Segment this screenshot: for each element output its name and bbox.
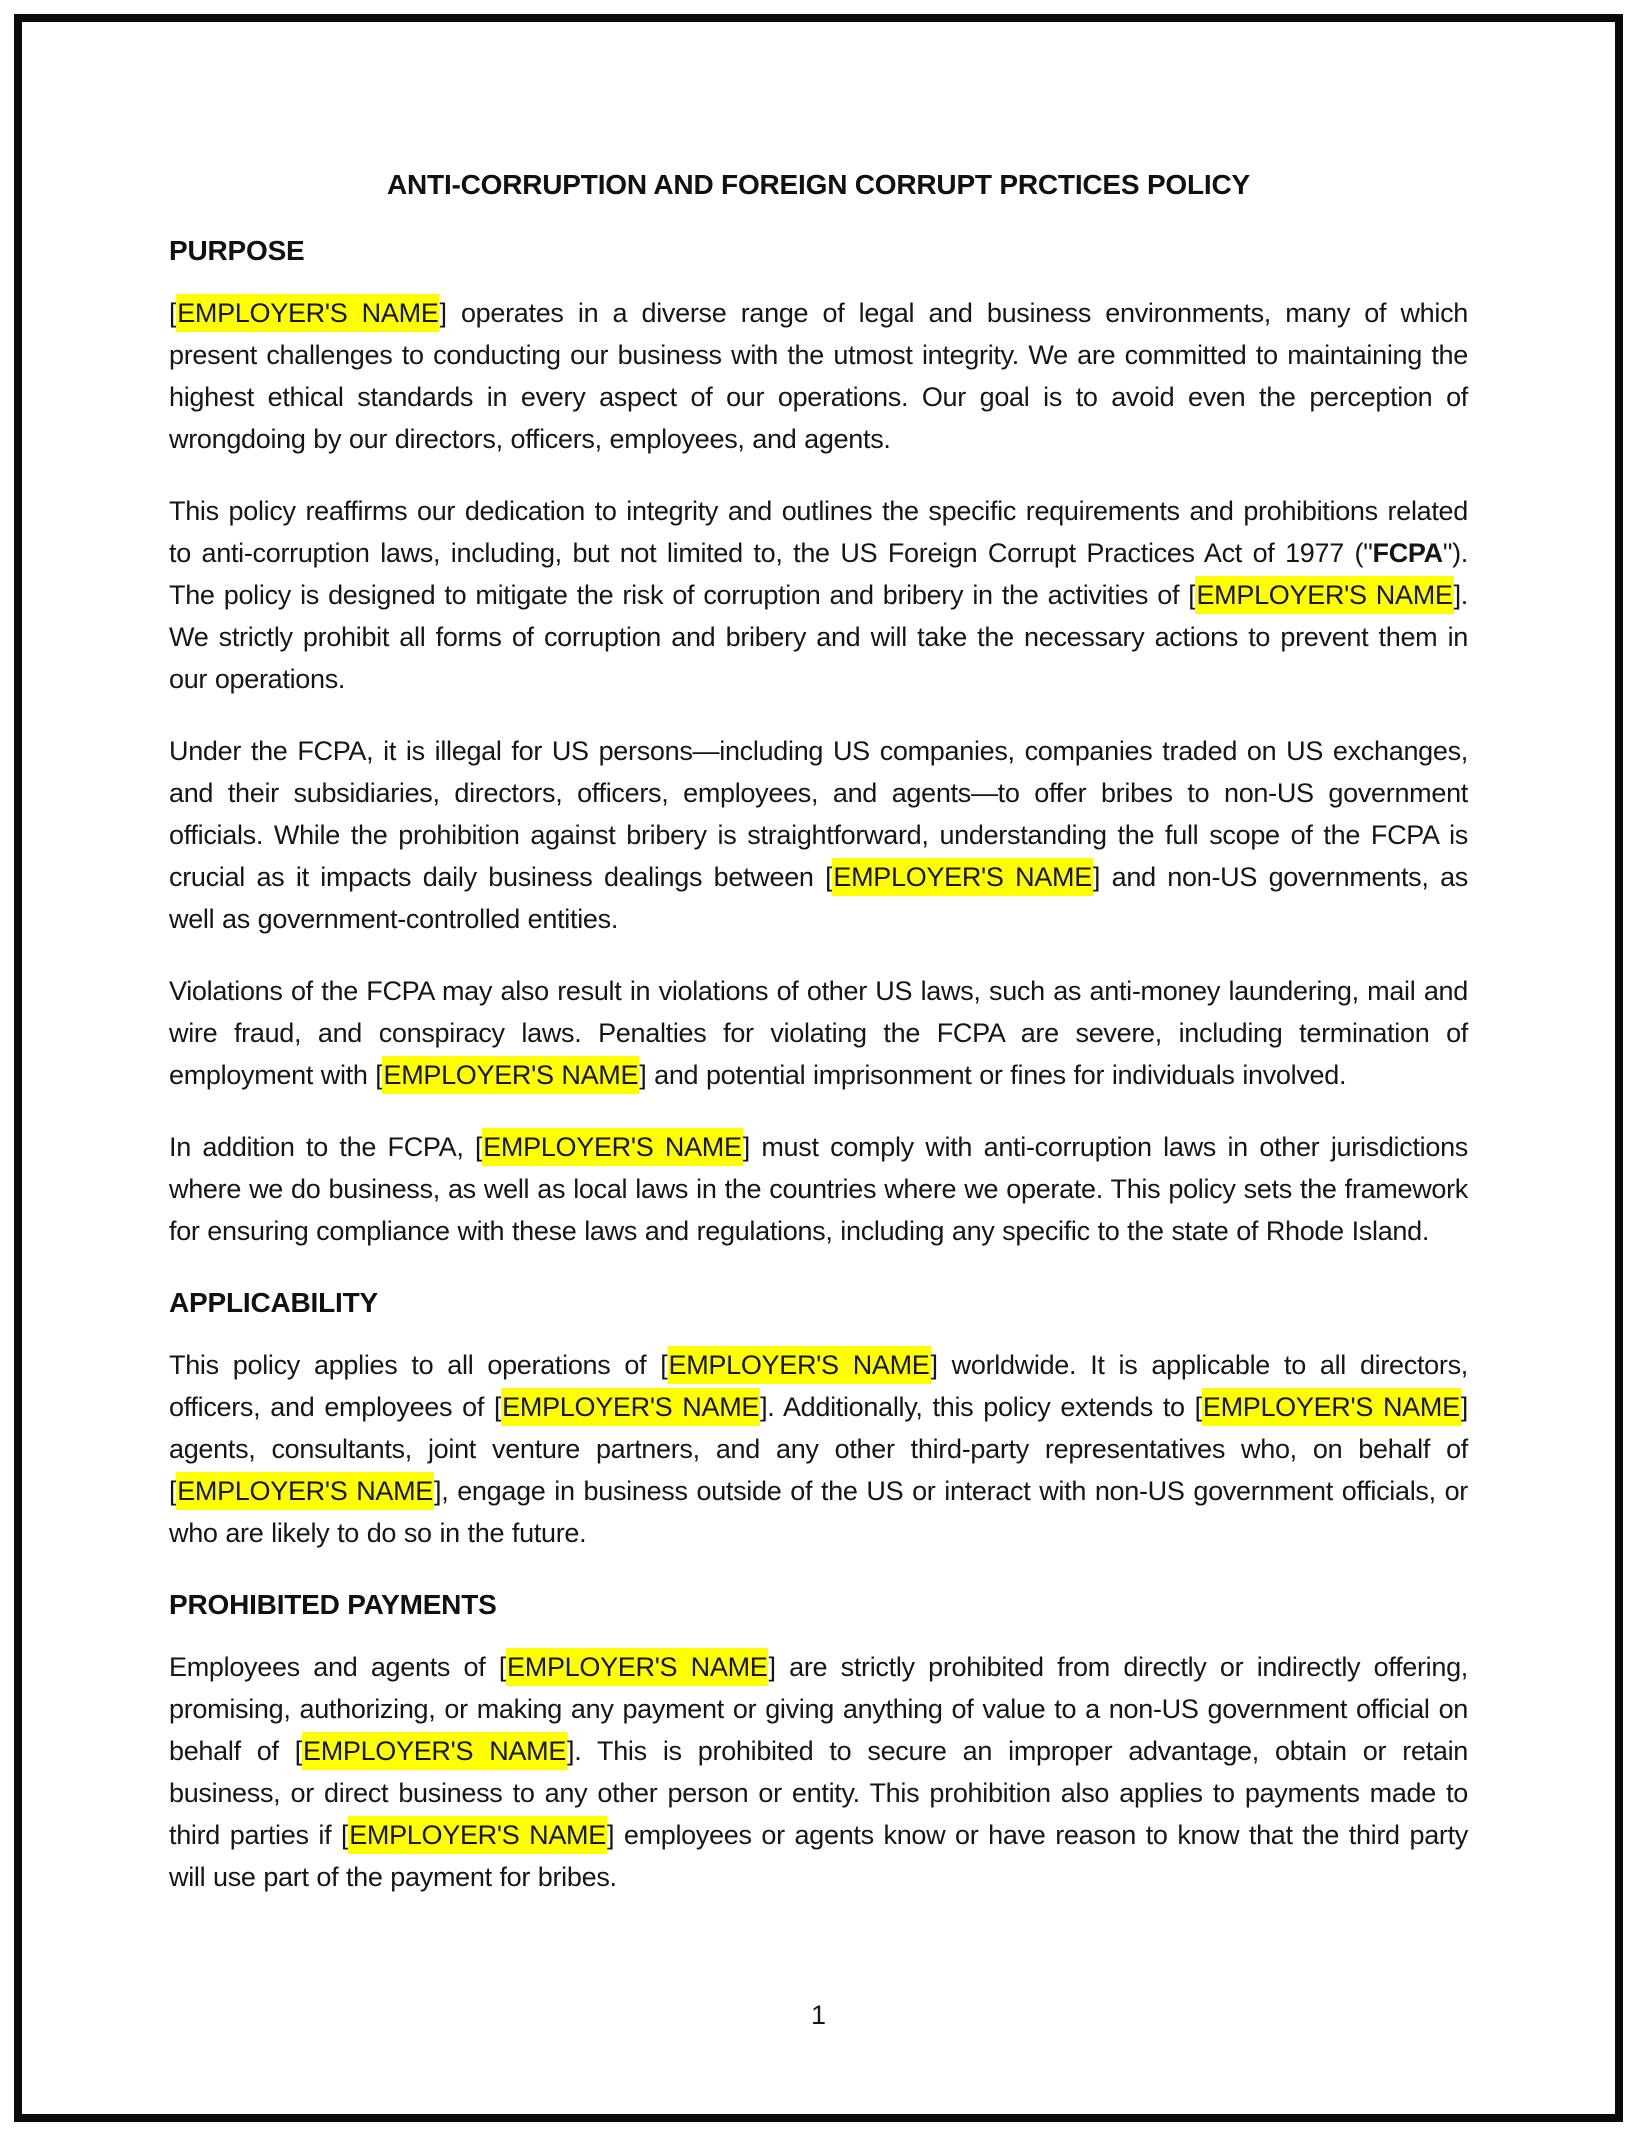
employer-name-highlight: EMPLOYER'S NAME bbox=[501, 1388, 760, 1426]
text-run: ] must comply with anti-corruption laws in other jurisdictions where we do business, as well as local laws in the countries where we operate. This policy sets the framework for ensuring compliance with these laws and regulations, including any specific to the state of Rhode Island. bbox=[169, 1132, 1468, 1246]
employer-name-highlight: EMPLOYER'S NAME bbox=[482, 1128, 742, 1166]
paragraph bbox=[169, 1344, 1468, 1554]
employer-name-highlight: EMPLOYER'S NAME bbox=[506, 1648, 768, 1686]
employer-name-highlight: EMPLOYER'S NAME bbox=[1195, 576, 1453, 614]
text-run: [ bbox=[169, 298, 177, 328]
paragraph bbox=[169, 490, 1468, 700]
text-run: Employees and agents of [ bbox=[169, 1652, 507, 1682]
paragraph bbox=[169, 292, 1468, 460]
text-run: ] and potential imprisonment or fines for individuals involved. bbox=[639, 1060, 1347, 1090]
text-run: ]. This is prohibited to secure an improper advantage, obtain or retain business, or direct business to any other person or entity. This prohibition also applies to payments made to third parties if [ bbox=[169, 1736, 1468, 1850]
employer-name-highlight: EMPLOYER'S NAME bbox=[382, 1056, 639, 1094]
employer-name-highlight: EMPLOYER'S NAME bbox=[832, 858, 1093, 896]
text-run: In addition to the FCPA, [ bbox=[169, 1132, 483, 1162]
text-run: Violations of the FCPA may also result in violations of other US laws, such as anti-money laundering, mail and wire fraud, and conspiracy laws. Penalties for violating the FCPA are severe, including termination of employment with [ bbox=[169, 976, 1468, 1090]
text-run: "). The policy is designed to mitigate the risk of corruption and bribery in the activities of [ bbox=[169, 538, 1468, 610]
paragraph bbox=[169, 970, 1468, 1096]
paragraph bbox=[169, 1646, 1468, 1898]
document-title: ANTI-CORRUPTION AND FOREIGN CORRUPT PRCTICES POLICY bbox=[387, 169, 1250, 200]
page-number: 1 bbox=[810, 2000, 827, 2030]
text-run: FCPA bbox=[1372, 538, 1443, 568]
text-run: ] agents, consultants, joint venture partners, and any other third-party representatives who, on behalf of [ bbox=[169, 1392, 1468, 1506]
text-run: ], engage in business outside of the US or interact with non-US government officials, or who are likely to do so in the future. bbox=[169, 1476, 1468, 1548]
text-run: ] worldwide. It is applicable to all directors, officers, and employees of [ bbox=[169, 1350, 1468, 1422]
text-run: ] are strictly prohibited from directly or indirectly offering, promising, authorizing, or making any payment or giving anything of value to a non-US government official on behalf of [ bbox=[169, 1652, 1469, 1766]
section-heading-applicability: APPLICABILITY bbox=[169, 1287, 378, 1318]
text-run: ]. Additionally, this policy extends to [ bbox=[760, 1392, 1202, 1422]
employer-name-highlight: EMPLOYER'S NAME bbox=[176, 1472, 434, 1510]
text-run: Under the FCPA, it is illegal for US persons—including US companies, companies traded on US exchanges, and their subsidiaries, directors, officers, employees, and agents—to offer bribes to non-US government officials. While the prohibition against bribery is straightforward, understanding the full scope of the FCPA is crucial as it impacts daily business dealings between [ bbox=[169, 736, 1468, 892]
text-run: ]. We strictly prohibit all forms of corruption and bribery and will take the necessary actions to prevent them in our operations. bbox=[169, 580, 1468, 694]
text-run: ] operates in a diverse range of legal and business environments, many of which present challenges to conducting our business with the utmost integrity. We are committed to maintaining the highest ethical standards in every aspect of our operations. Our goal is to avoid even the perception of wrongdoing by our directors, officers, employees, and agents. bbox=[169, 298, 1468, 454]
section-heading-prohibited-payments: PROHIBITED PAYMENTS bbox=[169, 1589, 497, 1620]
employer-name-highlight: EMPLOYER'S NAME bbox=[1202, 1388, 1461, 1426]
text-run: This policy reaffirms our dedication to integrity and outlines the specific requirements and prohibitions related to anti-corruption laws, including, but not limited to, the US Foreign Corrupt Practices Act of 1977 (" bbox=[169, 496, 1468, 568]
section-heading-purpose: PURPOSE bbox=[169, 235, 305, 266]
employer-name-highlight: EMPLOYER'S NAME bbox=[348, 1816, 607, 1854]
paragraph bbox=[169, 1126, 1468, 1252]
paragraph bbox=[169, 730, 1468, 940]
employer-name-highlight: EMPLOYER'S NAME bbox=[176, 294, 439, 332]
employer-name-highlight: EMPLOYER'S NAME bbox=[668, 1346, 931, 1384]
document-body bbox=[169, 230, 1468, 1898]
page-border bbox=[14, 14, 1623, 2122]
text-run: This policy applies to all operations of [ bbox=[169, 1350, 668, 1380]
text-run: ] and non-US governments, as well as government-controlled entities. bbox=[169, 862, 1468, 934]
employer-name-highlight: EMPLOYER'S NAME bbox=[302, 1732, 567, 1770]
text-run: ] employees or agents know or have reason to know that the third party will use part of the payment for bribes. bbox=[169, 1820, 1469, 1892]
